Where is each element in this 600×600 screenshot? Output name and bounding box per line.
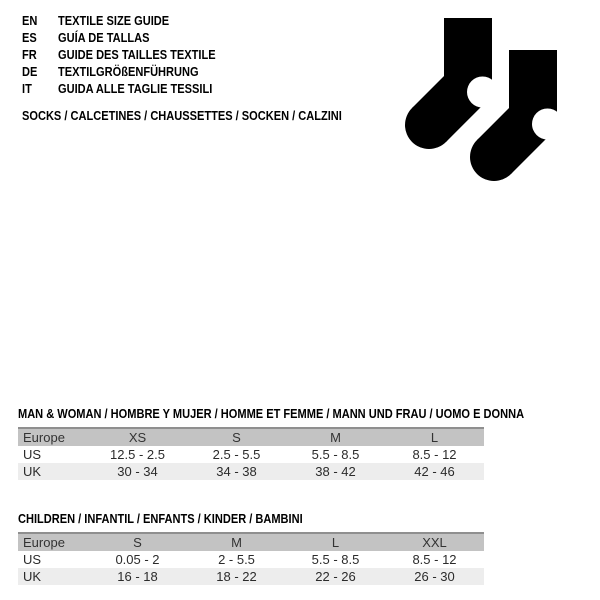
- table-cell: 38 - 42: [315, 464, 356, 479]
- table-row-us: [18, 446, 484, 463]
- table-header-cell: Europe: [23, 430, 65, 445]
- table-header-cell: Europe: [23, 535, 65, 550]
- table-header-cell: XS: [128, 430, 147, 445]
- table-cell: 8.5 - 12: [412, 447, 457, 462]
- language-row-fr: [22, 46, 243, 63]
- table-row-label: US: [23, 552, 42, 567]
- table-cell: 34 - 38: [216, 464, 257, 479]
- socks-icon: [403, 8, 583, 188]
- table-row-uk: [18, 463, 484, 480]
- language-label: GUIDA ALLE TAGLIE TESSILI: [58, 81, 213, 96]
- table-title-text: MAN & WOMAN / HOMBRE Y MUJER / HOMME ET FEMME / MANN UND FRAU / UOMO E DONNA: [18, 406, 525, 421]
- table-header-cell: L: [430, 430, 439, 445]
- language-code: DE: [22, 64, 38, 79]
- language-label: TEXTILGRÖßENFÜHRUNG: [58, 64, 199, 79]
- table-title-man-woman: [18, 406, 525, 421]
- table-cell: 2.5 - 5.5: [212, 447, 261, 462]
- table-cell: 42 - 46: [414, 464, 455, 479]
- table-row-us: [18, 551, 484, 568]
- language-row-de: [22, 63, 243, 80]
- size-table-man-woman: [18, 427, 484, 480]
- table-cell: 12.5 - 2.5: [110, 447, 165, 462]
- language-label: TEXTILE SIZE GUIDE: [58, 13, 170, 28]
- table-cell: 26 - 30: [414, 569, 455, 584]
- table-header-cell: S: [133, 535, 142, 550]
- table-block-children: [18, 511, 484, 585]
- table-row-uk: [18, 568, 484, 585]
- table-cell: 0.05 - 2: [115, 552, 160, 567]
- table-cell: 2 - 5.5: [218, 552, 255, 567]
- table-header-cell: M: [330, 430, 341, 445]
- table-header-cell: L: [331, 535, 340, 550]
- language-row-es: [22, 29, 243, 46]
- table-cell: 18 - 22: [216, 569, 257, 584]
- table-header-cell: M: [231, 535, 242, 550]
- table-cell: 8.5 - 12: [412, 552, 457, 567]
- table-row-label: UK: [23, 464, 42, 479]
- table-block-man-woman: [18, 406, 525, 480]
- table-cell: 5.5 - 8.5: [311, 447, 360, 462]
- table-header-cell: XXL: [422, 535, 447, 550]
- size-table-children: [18, 532, 484, 585]
- table-cell: 16 - 18: [117, 569, 158, 584]
- table-row-label: US: [23, 447, 42, 462]
- language-code: EN: [22, 13, 38, 28]
- table-header-cell: S: [232, 430, 241, 445]
- sock-back: [405, 18, 498, 149]
- table-title-text: CHILDREN / INFANTIL / ENFANTS / KINDER / BAMBINI: [18, 511, 303, 526]
- category-title-text: SOCKS / CALCETINES / CHAUSSETTES / SOCKEN / CALZINI: [22, 108, 342, 123]
- table-cell: 30 - 34: [117, 464, 158, 479]
- language-row-en: [22, 12, 243, 29]
- language-code: IT: [22, 81, 32, 96]
- table-cell: 22 - 26: [315, 569, 356, 584]
- category-title: [22, 107, 398, 124]
- language-row-it: [22, 80, 243, 97]
- language-code: FR: [22, 47, 37, 62]
- table-header-row: [18, 533, 484, 551]
- language-list: [22, 12, 243, 97]
- language-label: GUÍA DE TALLAS: [58, 30, 150, 45]
- table-title-children: [18, 511, 484, 526]
- table-row-label: UK: [23, 569, 42, 584]
- language-label: GUIDE DES TAILLES TEXTILE: [58, 47, 216, 62]
- language-code: ES: [22, 30, 37, 45]
- table-cell: 5.5 - 8.5: [311, 552, 360, 567]
- table-header-row: [18, 428, 484, 446]
